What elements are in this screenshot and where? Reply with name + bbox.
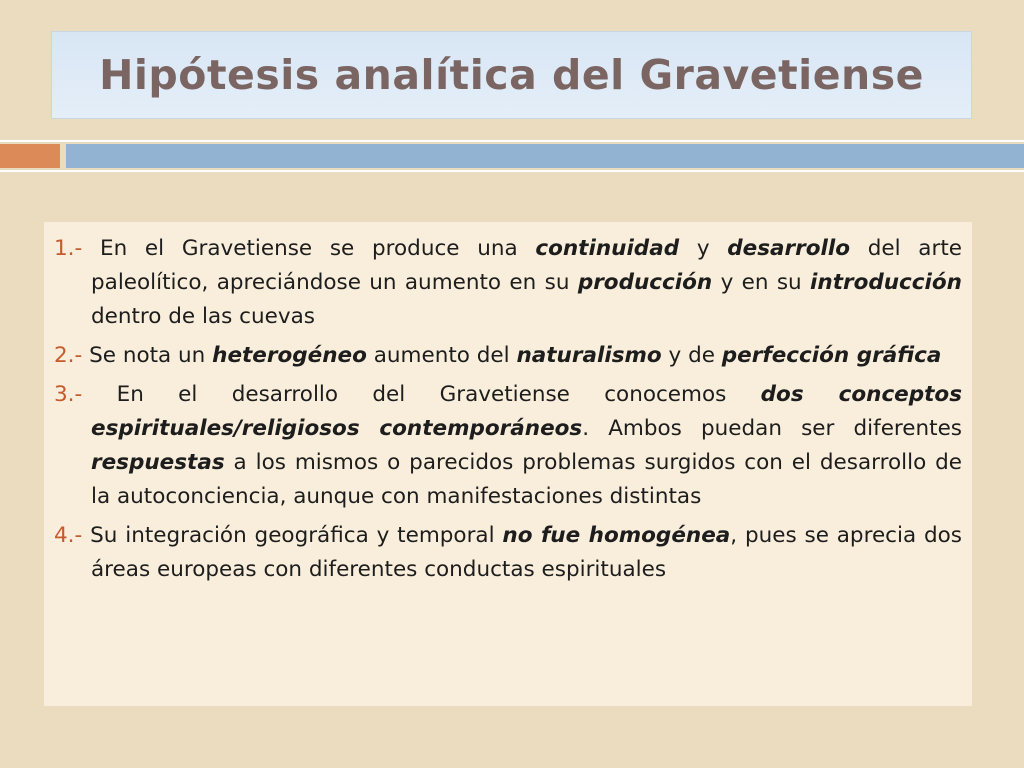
divider-line-top: [0, 140, 1024, 142]
item-text: aumento del: [366, 343, 517, 368]
accent-bar-blue: [66, 144, 1024, 168]
item-text: En el Gravetiense se produce una: [82, 236, 536, 261]
item-text: y: [679, 236, 728, 261]
item-text: del arte paleolítico, apreciándose un aumento en su: [91, 236, 962, 295]
item-text: y de: [661, 343, 722, 368]
emphasis-text: desarrollo: [727, 236, 851, 261]
item-text: En el desarrollo del Gravetiense conocemos: [82, 382, 761, 407]
emphasis-text: continuidad: [535, 236, 680, 261]
item-number: 1.-: [54, 236, 83, 261]
emphasis-text: no fue homogénea: [502, 523, 731, 548]
list-item: [54, 339, 962, 373]
emphasis-text: introducción: [810, 270, 962, 295]
emphasis-text: heterogéneo: [212, 343, 367, 368]
item-text: Su integración geográfica y temporal: [82, 523, 503, 548]
accent-bar-orange: [0, 144, 60, 168]
item-list: [54, 232, 962, 587]
item-text: Se nota un: [82, 343, 213, 368]
emphasis-text: dos conceptos espirituales/religiosos contemporáneos: [91, 382, 963, 441]
item-text: . Ambos puedan ser diferentes: [582, 416, 963, 441]
item-number: 4.-: [54, 523, 83, 548]
item-number: 3.-: [54, 382, 83, 407]
emphasis-text: respuestas: [91, 450, 225, 475]
item-text: , pues se aprecia dos áreas europeas con diferentes conductas espirituales: [91, 523, 962, 582]
list-item: [54, 378, 962, 514]
emphasis-text: perfección gráfica: [721, 343, 942, 368]
item-number: 2.-: [54, 343, 83, 368]
item-text: y en su: [712, 270, 811, 295]
divider-line-bottom: [0, 170, 1024, 172]
item-text: dentro de las cuevas: [91, 304, 315, 329]
list-item: [54, 519, 962, 587]
item-text: a los mismos o parecidos problemas surgidos con el desarrollo de la autoconciencia, aunque con manifestaciones distintas: [91, 450, 962, 509]
list-item: [54, 232, 962, 334]
content-box: [44, 222, 972, 706]
title-box: [51, 31, 972, 119]
emphasis-text: naturalismo: [516, 343, 662, 368]
slide-title: Hipótesis analítica del Gravetiense: [99, 51, 924, 99]
emphasis-text: producción: [577, 270, 713, 295]
